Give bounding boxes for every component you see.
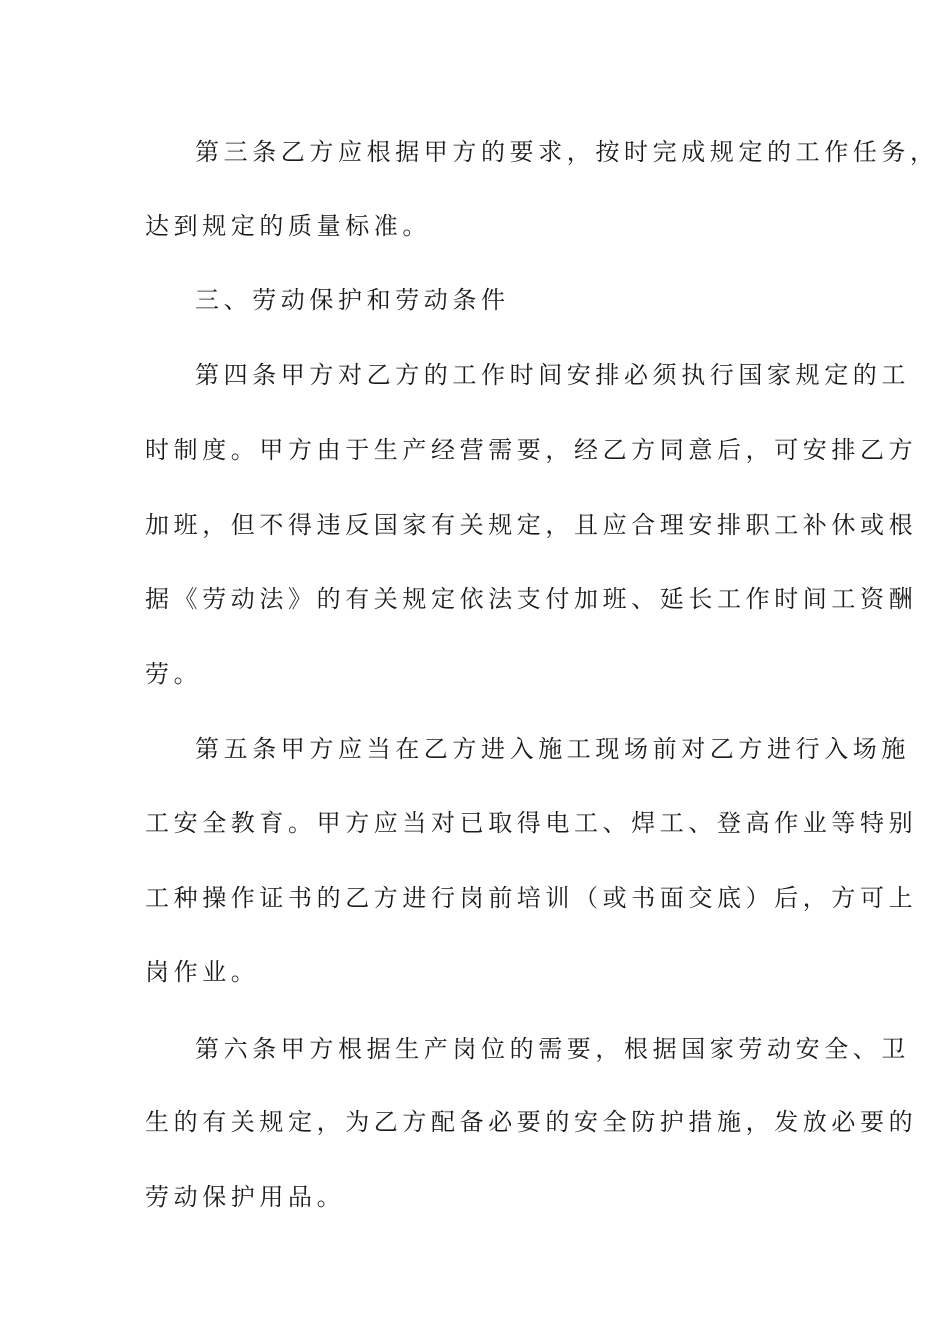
article-3-line-2: 达到规定的质量标准。 (145, 212, 431, 240)
article-6-line-2: 生的有关规定，为乙方配备必要的安全防护措施，发放必要的 (145, 1108, 918, 1136)
article-4-line-1: 第四条甲方对乙方的工作时间安排必须执行国家规定的工 (195, 361, 910, 389)
article-4-line-4: 据《劳动法》的有关规定依法支付加班、延长工作时间工资酬 (145, 585, 918, 613)
article-6-line-1: 第六条甲方根据生产岗位的需要，根据国家劳动安全、卫 (195, 1035, 910, 1063)
article-5-line-1: 第五条甲方应当在乙方进入施工现场前对乙方进行入场施 (195, 735, 910, 763)
article-4-line-3: 加班，但不得违反国家有关规定，且应合理安排职工补休或根 (145, 511, 918, 539)
article-4-line-5: 劳。 (145, 660, 203, 688)
article-5-line-4: 岗作业。 (145, 958, 260, 986)
article-5-line-3: 工种操作证书的乙方进行岗前培训（或书面交底）后，方可上 (145, 884, 918, 912)
article-5-line-2: 工安全教育。甲方应当对已取得电工、焊工、登高作业等特别 (145, 809, 918, 837)
article-6-line-3: 劳动保护用品。 (145, 1183, 346, 1211)
article-4-line-2: 时制度。甲方由于生产经营需要，经乙方同意后，可安排乙方 (145, 436, 918, 464)
section-3-heading: 三、劳动保护和劳动条件 (195, 286, 510, 314)
article-3-line-1: 第三条乙方应根据甲方的要求，按时完成规定的工作任务， (195, 138, 939, 166)
